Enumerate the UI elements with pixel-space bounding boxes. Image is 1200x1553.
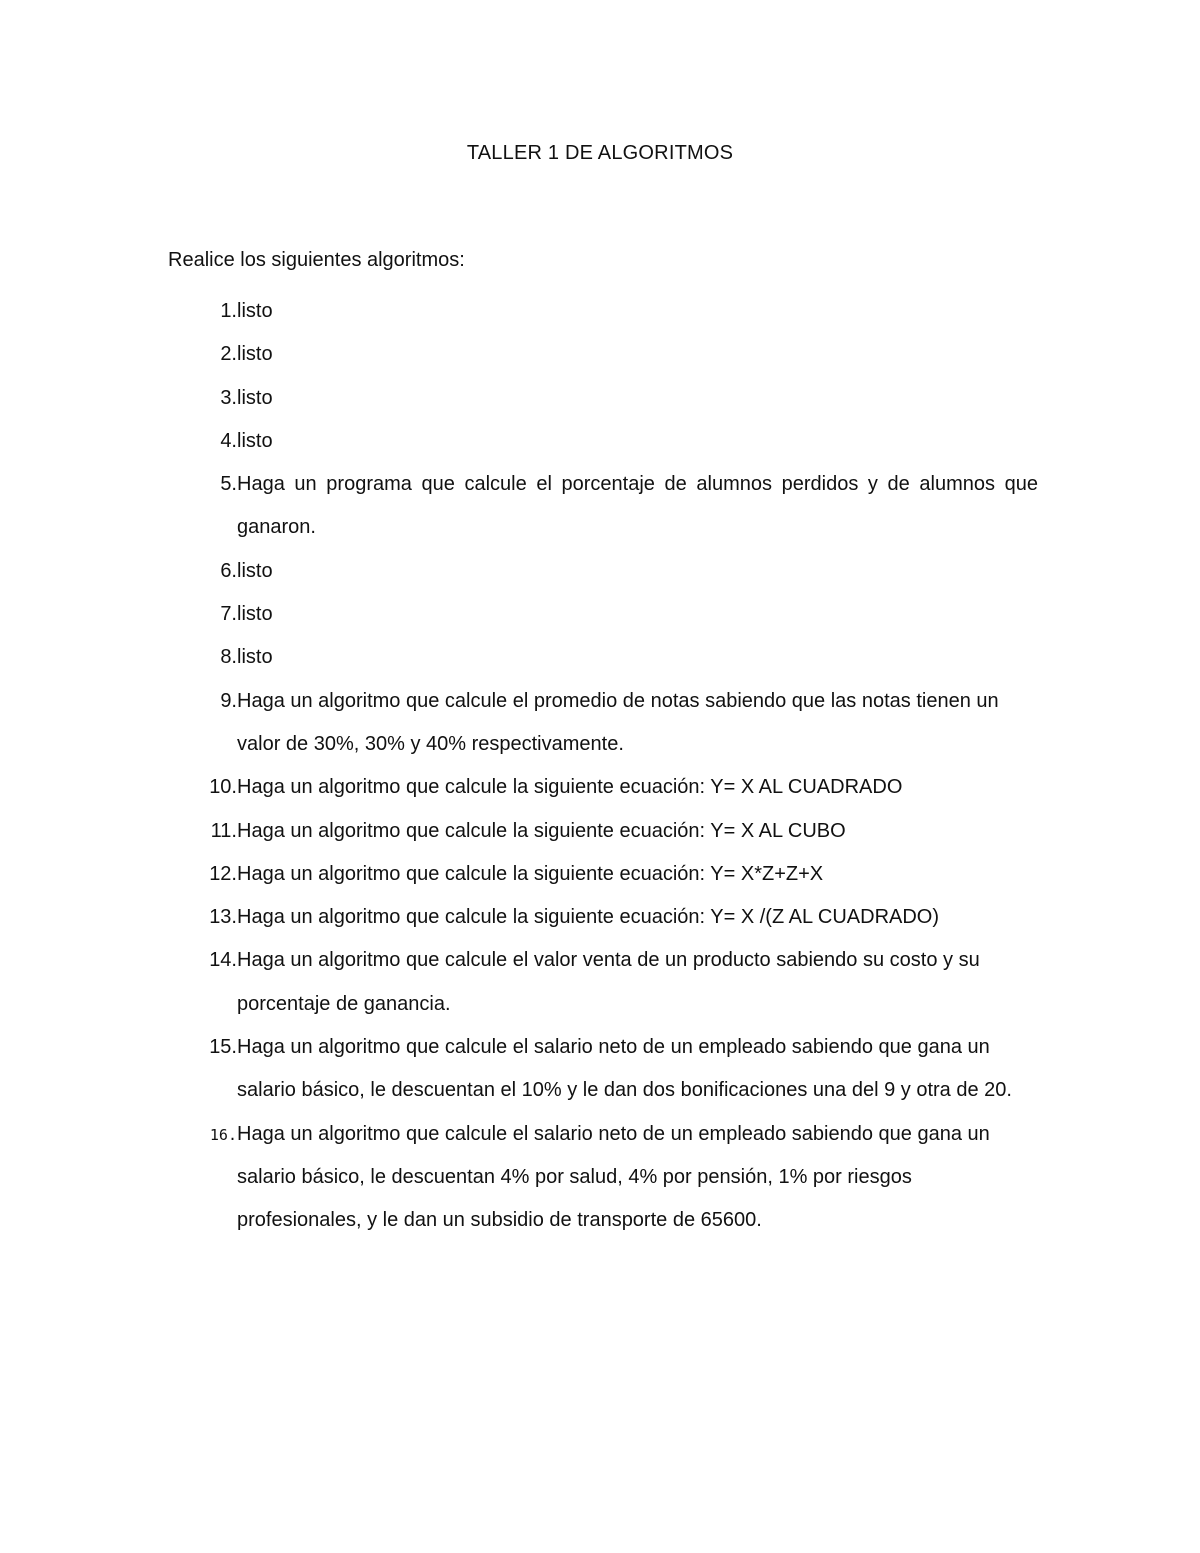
list-item-text: Haga un algoritmo que calcule la siguiente ecuación: Y= X AL CUADRADO bbox=[237, 776, 903, 799]
page-title: TALLER 1 DE ALGORITMOS bbox=[466, 142, 734, 164]
list-item-text: Haga un algoritmo que calcule el promedio de notas sabiendo que las notas tienen un valor de 30%, 30% y 40% respectivamente. bbox=[237, 689, 999, 755]
list-item-text: listo bbox=[237, 603, 273, 626]
list-item-number: 9. bbox=[220, 689, 237, 712]
algorithm-list bbox=[168, 290, 1038, 1243]
list-item-number: 11. bbox=[210, 819, 237, 842]
list-item-text: Haga un algoritmo que calcule el salario neto de un empleado sabiendo que gana un salario básico, le descuentan 4% por salud, 4% por pensión, 1% por riesgos profesionales, y le dan un subsidio de transporte de 65600. bbox=[237, 1122, 990, 1232]
list-item-text: Haga un algoritmo que calcule el salario neto de un empleado sabiendo que gana un salario básico, le descuentan el 10% y le dan dos bonificaciones una del 9 y otra de 20. bbox=[237, 1036, 1012, 1102]
list-item-number: 8. bbox=[220, 646, 237, 669]
list-item-number: 14. bbox=[209, 949, 237, 972]
list-item-text: listo bbox=[237, 646, 273, 669]
list-item-text: Haga un algoritmo que calcule la siguiente ecuación: Y= X /(Z AL CUADRADO) bbox=[237, 906, 940, 929]
list-item-number: 15. bbox=[209, 1036, 237, 1059]
list-item bbox=[168, 1026, 1038, 1113]
list-item bbox=[168, 420, 1038, 463]
list-item-number: 7. bbox=[220, 603, 237, 626]
list-item-number: 5. bbox=[220, 473, 237, 496]
list-item-text: listo bbox=[237, 300, 273, 322]
list-item-text: Haga un algoritmo que calcule el valor venta de un producto sabiendo su costo y su porcentaje de ganancia. bbox=[237, 949, 980, 1015]
list-item-number: 13. bbox=[209, 906, 237, 929]
list-item bbox=[168, 593, 1038, 636]
list-item-number: 3. bbox=[220, 386, 237, 409]
list-item-text: Haga un algoritmo que calcule la siguiente ecuación: Y= X*Z+Z+X bbox=[237, 862, 824, 885]
list-item bbox=[168, 333, 1038, 376]
list-item bbox=[168, 853, 1038, 896]
list-item-number: 4. bbox=[220, 429, 237, 452]
list-item bbox=[168, 550, 1038, 593]
intro-text: Realice los siguientes algoritmos: bbox=[168, 249, 465, 271]
list-item-text: listo bbox=[237, 559, 273, 582]
list-item bbox=[168, 463, 1038, 550]
list-item bbox=[168, 810, 1038, 853]
list-item bbox=[168, 1113, 1038, 1243]
list-item-text: listo bbox=[237, 343, 273, 366]
list-item bbox=[168, 680, 1038, 767]
list-item-text: Haga un algoritmo que calcule la siguiente ecuación: Y= X AL CUBO bbox=[237, 819, 846, 842]
list-item bbox=[168, 290, 1038, 333]
list-item-number: 16. bbox=[209, 1125, 237, 1144]
list-item-number: 1. bbox=[220, 300, 237, 322]
list-item bbox=[168, 939, 1038, 1026]
list-item-number: 12. bbox=[209, 862, 237, 885]
list-item bbox=[168, 896, 1038, 939]
list-item-number: 6. bbox=[220, 559, 237, 582]
list-item-number: 10. bbox=[209, 776, 237, 799]
list-item-number: 2. bbox=[220, 343, 237, 366]
list-item bbox=[168, 636, 1038, 679]
list-item bbox=[168, 377, 1038, 420]
list-item-text: listo bbox=[237, 386, 273, 409]
list-item bbox=[168, 766, 1038, 809]
list-item-text: listo bbox=[237, 429, 273, 452]
list-item-text: Haga un programa que calcule el porcentaje de alumnos perdidos y de alumnos que ganaron. bbox=[237, 473, 1038, 539]
